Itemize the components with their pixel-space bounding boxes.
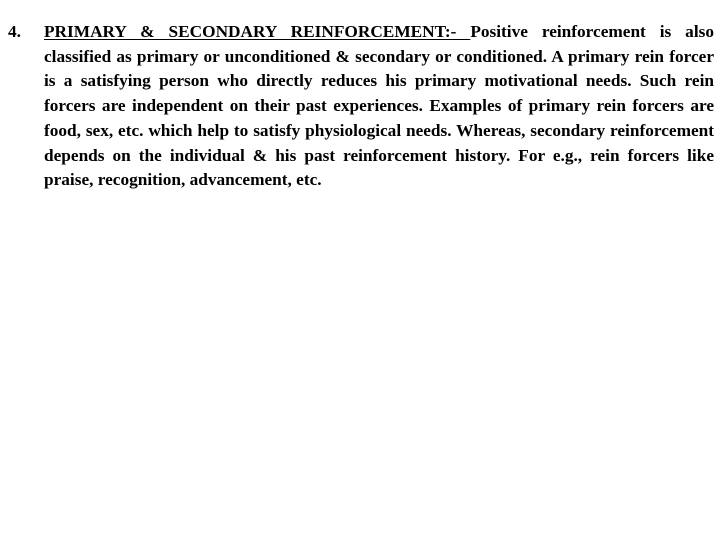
- paragraph-body: Positive reinforcement is also classified as primary or unconditioned & secondary or conditioned. A primary rein forcer is a satisfying person who directly reduces his primary motivational needs. Such rein forcers are independent on their past experiences. Examples of primary rein forcers are food, sex, etc. which help to satisfy physiological needs. Whereas, secondary reinforcement depends on the individual & his past reinforcement history. For e.g., rein forcers like praise, recognition, advancement, etc.: [44, 22, 714, 190]
- numbered-paragraph: [8, 20, 714, 193]
- item-number: 4.: [8, 22, 21, 41]
- paragraph-text: [44, 20, 714, 193]
- section-heading: PRIMARY & SECONDARY REINFORCEMENT:-: [44, 22, 471, 41]
